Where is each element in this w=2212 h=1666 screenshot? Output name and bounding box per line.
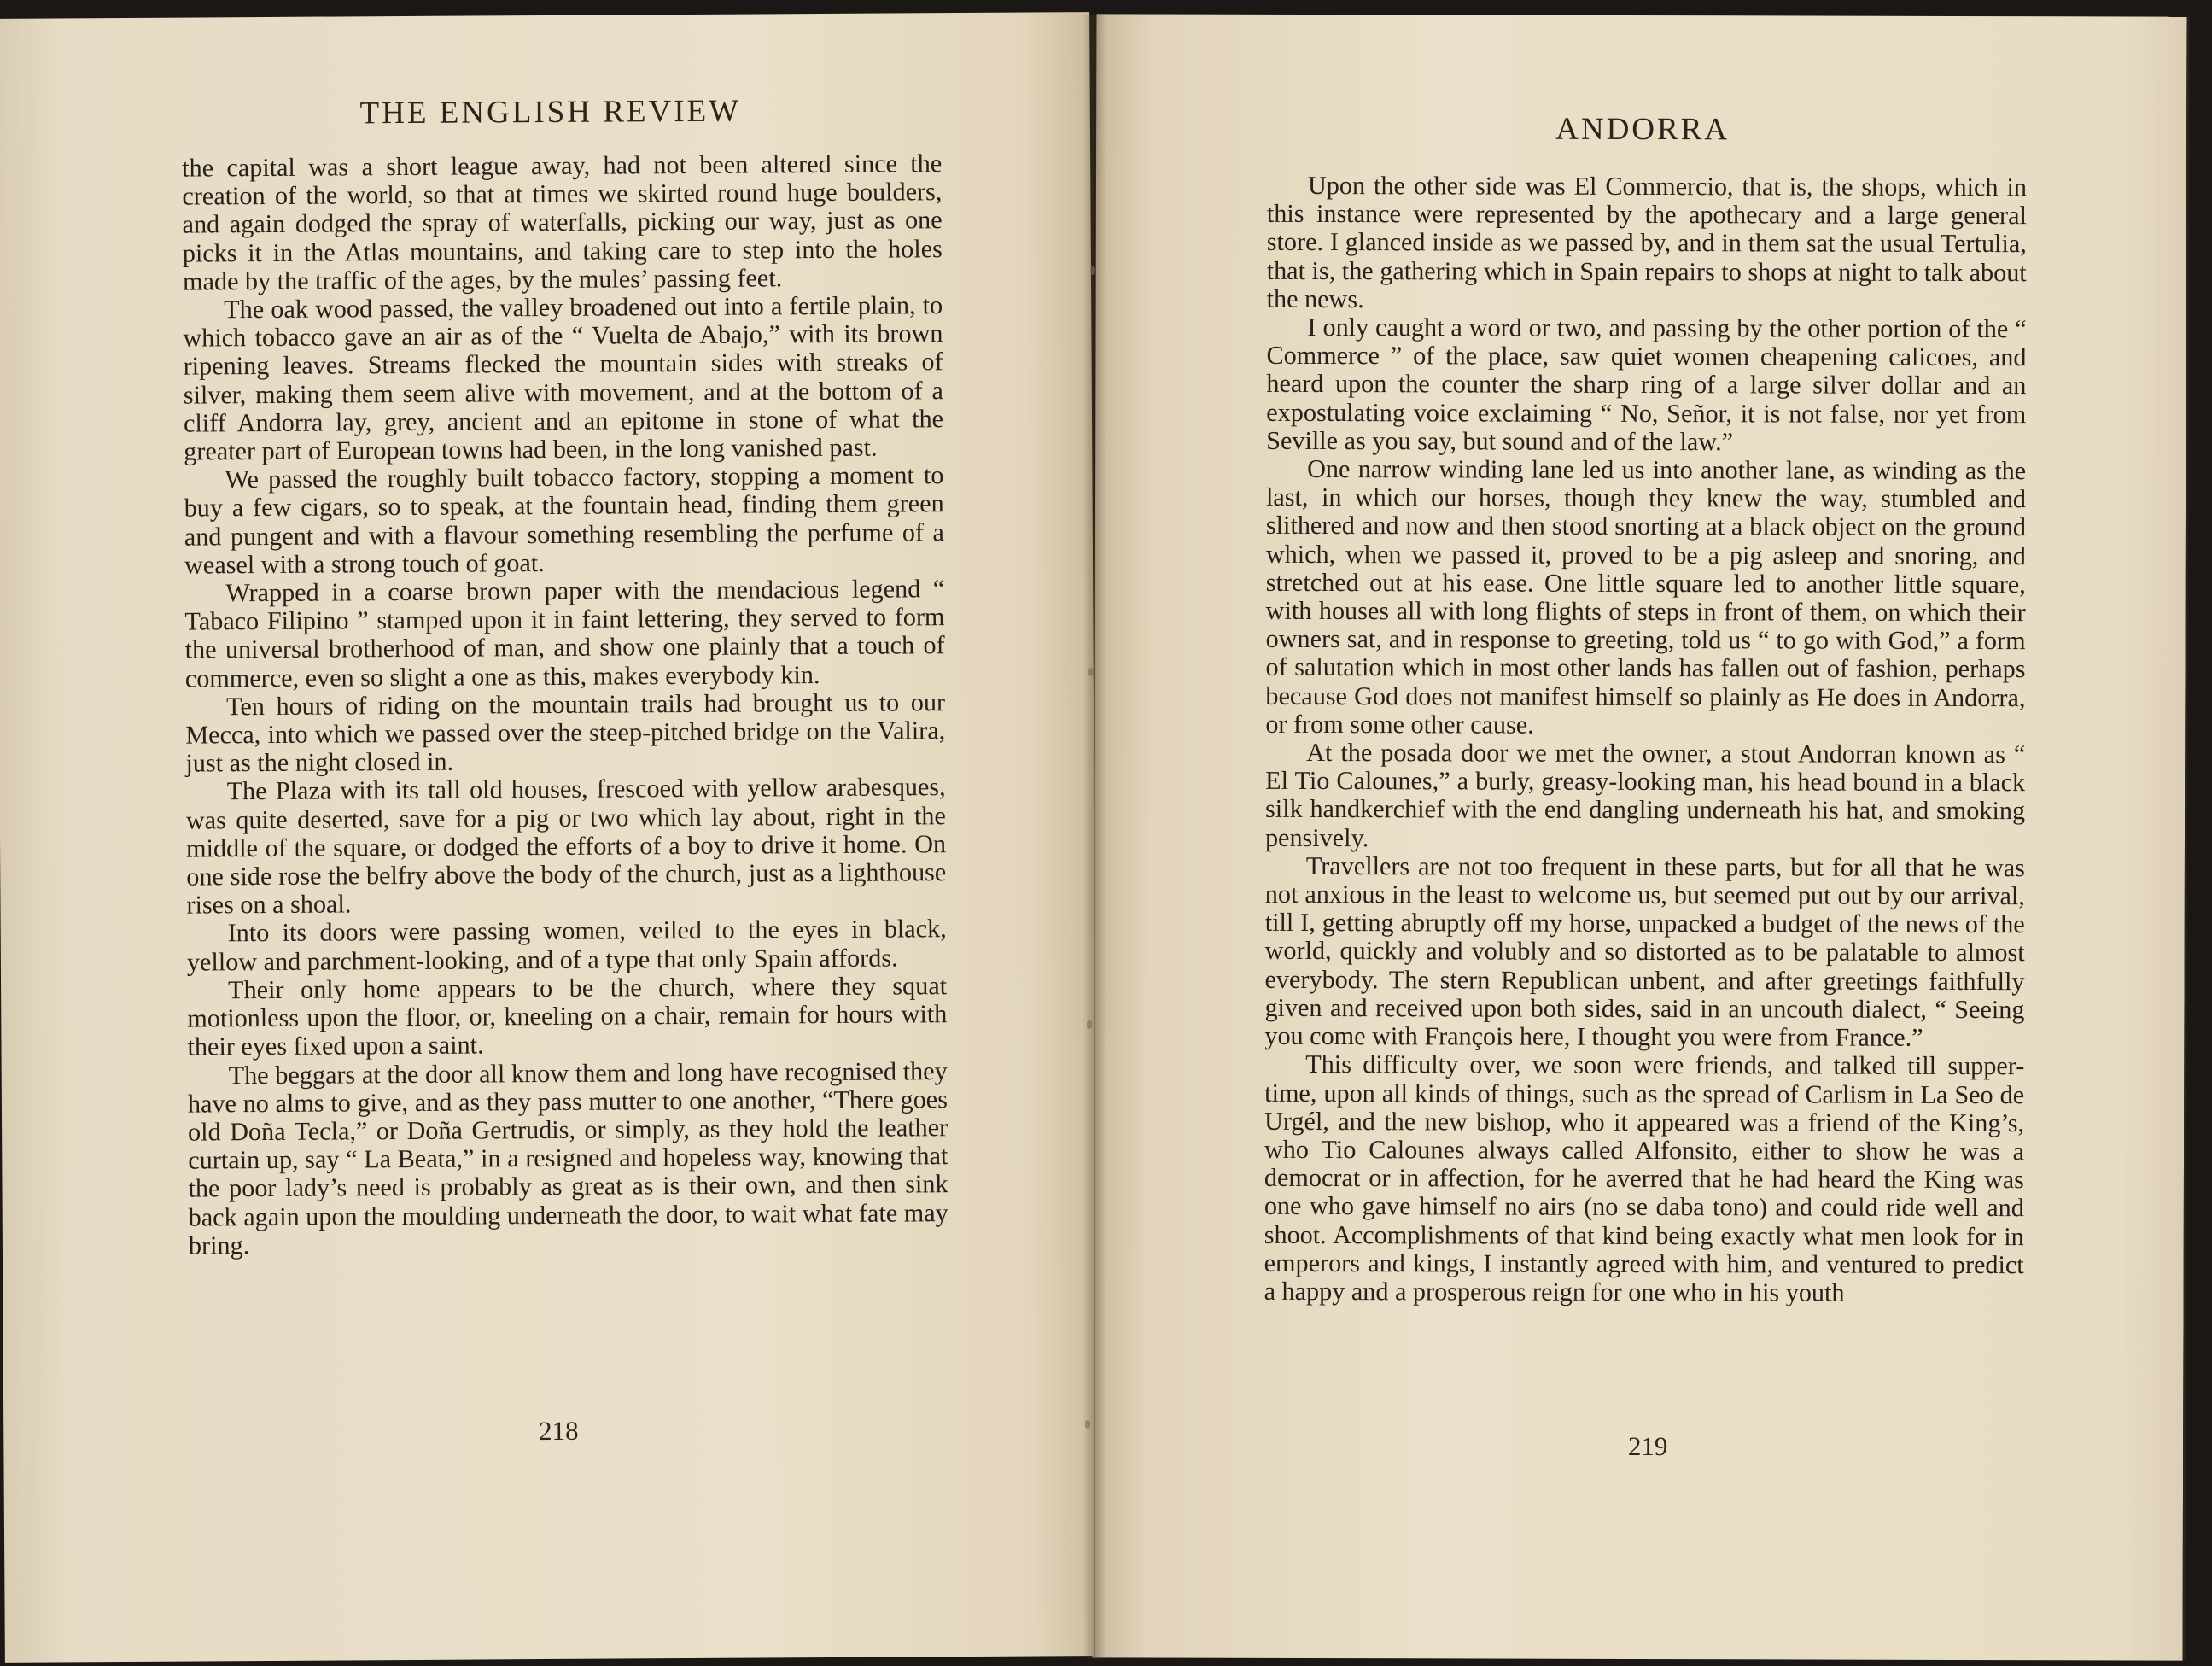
- page-number-right: 219: [1627, 1430, 1668, 1462]
- paragraph: I only caught a word or two, and passing by the other portion of the “ Commerce ” of the place, saw quiet women cheapening calicoes, and heard upon the counter the sharp ring of a large silver dollar and an expostulating voice exclaiming “ No, Señor, it is not false, nor yet from Seville as you say, but sound and of the law.”: [1266, 312, 2027, 457]
- paragraph: Ten hours of riding on the mountain trails had brought us to our Mecca, into which we passed over the steep-pitched bridge on the Valira, just as the night closed in.: [185, 687, 946, 778]
- paragraph: The Plaza with its tall old houses, frescoed with yellow arabesques, was quite deserted, save for a pig or two which lay about, right in the middle of the square, or dodged the efforts of a boy to drive it home. On one side rose the belfry above the body of the church, just as a lighthouse rises on a shoal.: [185, 772, 947, 920]
- paragraph: Travellers are not too frequent in these parts, but for all that he was not anxious in the least to welcome us, but seemed put out by our arrival, till I, getting abruptly off my horse, unpacked a budget of the news of the world, quickly and volubly and so distorted as to be palatable to almost everybody. The stern Republican unbent, and after greetings faithfully given and received upon both sides, said in an uncouth dialect, “ Seeing you come with François here, I thought you were from France.”: [1264, 851, 2025, 1052]
- paragraph: Upon the other side was El Commercio, that is, the shops, which in this instance were represented by the apothecary and a large general store. I glanced inside as we passed by, and in them sat the usual Tertulia, that is, the gathering which in Spain repairs to shops at night to talk about the news.: [1266, 170, 2028, 313]
- paragraph: We passed the roughly built tobacco factory, stopping a moment to buy a few cigars, so to speak, at the fountain head, finding them green and pungent and with a flavour something resembling the perfume of a weasel with a strong touch of goat.: [184, 460, 944, 580]
- right-page: [1092, 14, 2189, 1660]
- binding-thread: [1090, 266, 1095, 275]
- paragraph: Wrapped in a coarse brown paper with the mendacious legend “ Tabaco Filipino ” stamped upon it in faint lettering, they served to form the universal brotherhood of man, and show one plainly that a touch of commerce, even so slight a one as this, makes everybody kin.: [184, 574, 945, 693]
- paragraph: This difficulty over, we soon were friends, and talked till supper-time, upon all kinds of things, such as the spread of Carlism in La Seo de Urgél, and the new bishop, who it appeared was a friend of the King’s, who Tio Calounes always called Alfonsito, either to show he was a democrat or in affection, for he averred that he had heard the King was one who gave himself no airs (no se daba tono) and could ride well and shoot. Accomplishments of that kind being exactly what men look for in emperors and kings, I instantly agreed with him, and ventured to predict a happy and a prosperous reign for one who in his youth: [1264, 1049, 2025, 1307]
- left-page-body: [182, 149, 948, 1260]
- binding-thread: [1087, 1020, 1092, 1029]
- paragraph: The beggars at the door all know them and long have recognised they have no alms to give, and as they pass mutter to one another, “There goes old Doña Tecla,” or Doña Gertrudis, or simply, as they hold the leather curtain up, say “ La Beata,” in a resigned and hopeless way, knowing that the poor lady’s need is probably as great as is their own, and then sink back again upon the moulding underneath the door, to wait what fate may bring.: [187, 1055, 948, 1260]
- book-gutter: [1083, 15, 1106, 1659]
- binding-thread: [1085, 1420, 1090, 1429]
- binding-thread: [1088, 668, 1094, 676]
- paragraph: the capital was a short league away, had not been altered since the creation of the world, so that at times we skirted round huge boulders, and again dodged the spray of waterfalls, picking our way, just as one picks it in the Atlas mountains, and taking care to step into the holes made by the traffic of the ages, by the mules’ passing feet.: [182, 149, 943, 296]
- page-number-left: 218: [538, 1415, 579, 1447]
- paragraph: At the posada door we met the owner, a stout Andorran known as “ El Tio Calounes,” a burly, greasy-looking man, his head bound in a black silk handkerchief with the end dangling underneath his hat, and smoking pensively.: [1264, 738, 2026, 852]
- right-page-body: [1264, 172, 2027, 1307]
- paragraph: Their only home appears to be the church, where they squat motionless upon the floor, or, kneeling on a chair, remain for hours with their eyes fixed upon a saint.: [187, 971, 948, 1061]
- running-head-left: THE ENGLISH REVIEW: [359, 93, 742, 132]
- paragraph: Into its doors were passing women, veiled to the eyes in black, yellow and parchment-looking, and of a type that only Spain affords.: [186, 914, 947, 977]
- paragraph: The oak wood passed, the valley broadened out into a fertile plain, to which tobacco gave an air as of the “ Vuelta de Abajo,” with its brown ripening leaves. Streams flecked the mountain sides with streaks of silver, making them seem alive with movement, and at the bottom of a cliff Andorra lay, grey, ancient and an epitome in stone of what the greater part of European towns had been, in the long vanished past.: [183, 290, 944, 466]
- running-head-right: ANDORRA: [1555, 111, 1730, 148]
- left-page: [0, 12, 1100, 1663]
- paragraph: One narrow winding lane led us into another lane, as winding as the last, in which our horses, though they knew the way, stumbled and slithered and now and then stood snorting at a black object on the ground which, when we passed it, proved to be a pig asleep and snoring, and stretched out at his ease. One little square led to another little square, with houses all with long flights of steps in front of them, on which their owners sat, and in response to greeting, told us “ to go with God,” a form of salutation which in most other lands has fallen out of fashion, perhaps because God does not manifest himself so plainly as He does in Andorra, or from some other cause.: [1265, 454, 2027, 739]
